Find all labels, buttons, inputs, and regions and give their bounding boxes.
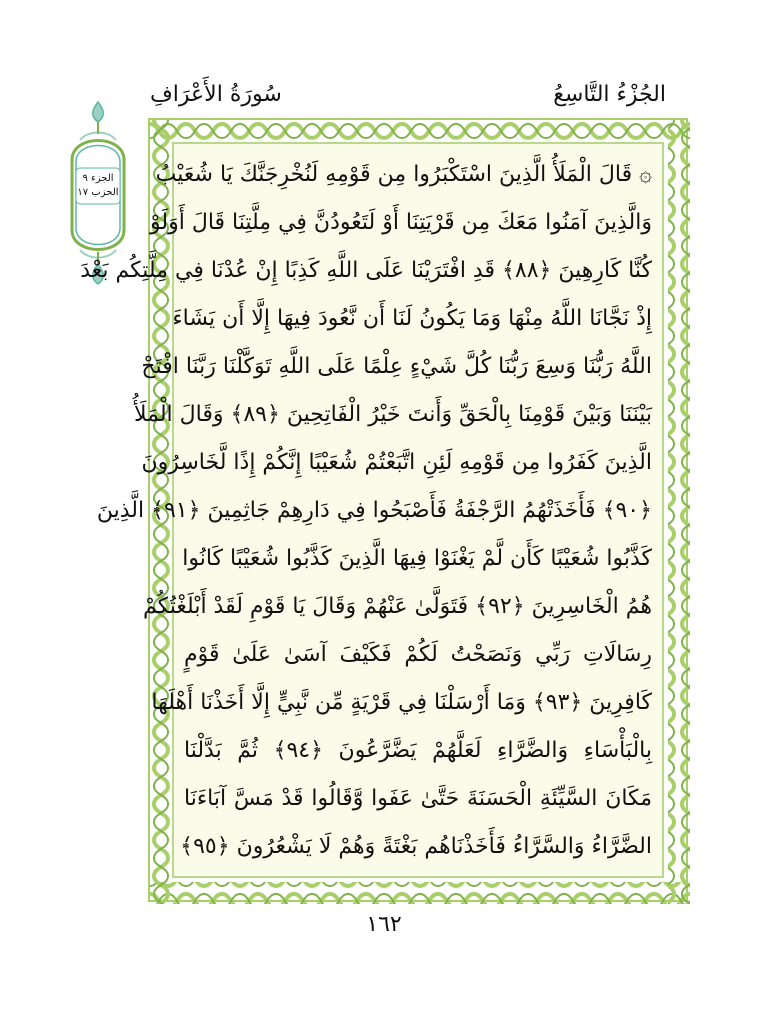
verse-line: وَالَّذِينَ آمَنُوا مَعَكَ مِن قَرْيَتِنَا أَوْ لَتَعُودُنَّ فِي مِلَّتِنَا قَالَ أَوَلَوْ <box>150 210 652 235</box>
verse-line: اللَّهُ رَبُّنَا وَسِعَ رَبُّنَا كُلَّ شَيْءٍ عِلْمًا عَلَى اللَّهِ تَوَكَّلْنَا رَبَّنَا افْتَحْ <box>141 354 652 379</box>
verse-line: مَكَانَ السَّيِّئَةِ الْحَسَنَةَ حَتَّىٰ عَفَوا وَّقَالُوا قَدْ مَسَّ آبَاءَنَا <box>184 786 652 811</box>
verse-line: ۞ قَالَ الْمَلَأُ الَّذِينَ اسْتَكْبَرُوا مِن قَوْمِهِ لَنُخْرِجَنَّكَ يَا شُعَيْبُ <box>155 162 652 187</box>
verse-line: هُمُ الْخَاسِرِينَ ﴿٩٢﴾ فَتَوَلَّىٰ عَنْهُمْ وَقَالَ يَا قَوْمِ لَقَدْ أَبْلَغْتُكُمْ <box>143 594 652 619</box>
juz-badge-juz: الجزء ٩ <box>82 173 114 184</box>
verse-line: كَذَّبُوا شُعَيْبًا كَأَن لَّمْ يَغْنَوْا فِيهَا الَّذِينَ كَذَّبُوا شُعَيْبًا كَانُوا <box>182 546 652 571</box>
juz-header: الجُزْءُ التَّاسِعُ <box>553 82 666 107</box>
verse-line: بَيْنَنَا وَبَيْنَ قَوْمِنَا بِالْحَقِّ وَأَنتَ خَيْرُ الْفَاتِحِينَ ﴿٨٩﴾ وَقَالَ الْمَلَأُ <box>133 402 652 427</box>
verse-line: الَّذِينَ كَفَرُوا مِن قَوْمِهِ لَئِنِ اتَّبَعْتُمْ شُعَيْبًا إِنَّكُمْ إِذًا لَّخَاسِرُونَ <box>141 450 652 475</box>
verse-line: بِالْبَأْسَاءِ وَالضَّرَّاءِ لَعَلَّهُمْ يَضَّرَّعُونَ ﴿٩٤﴾ ثُمَّ بَدَّلْنَا <box>184 738 653 763</box>
verse-line: رِسَالَاتِ رَبِّي وَنَصَحْتُ لَكُمْ فَكَيْفَ آسَىٰ عَلَىٰ قَوْمٍ <box>184 642 652 667</box>
verse-line: كَافِرِينَ ﴿٩٣﴾ وَمَا أَرْسَلْنَا فِي قَرْيَةٍ مِّن نَّبِيٍّ إِلَّا أَخَذْنَا أَهْلَهَا <box>151 690 652 715</box>
surah-header: سُورَةُ الأَعْرَافِ <box>150 82 282 107</box>
verse-line: كُنَّا كَارِهِينَ ﴿٨٨﴾ قَدِ افْتَرَيْنَا عَلَى اللَّهِ كَذِبًا إِنْ عُدْنَا فِي مِلَّتِكُم بَعْدَ <box>80 258 652 283</box>
verse-line: ﴿٩٠﴾ فَأَخَذَتْهُمُ الرَّجْفَةُ فَأَصْبَحُوا فِي دَارِهِمْ جَاثِمِينَ ﴿٩١﴾ الَّذِينَ <box>96 498 652 523</box>
juz-badge-hizb: الحزب ١٧ <box>77 187 119 198</box>
verse-line: الضَّرَّاءُ وَالسَّرَّاءُ فَأَخَذْنَاهُم بَغْتَةً وَهُمْ لَا يَشْعُرُونَ ﴿٩٥﴾ <box>180 834 652 859</box>
verse-line: إِذْ نَجَّانَا اللَّهُ مِنْهَا وَمَا يَكُونُ لَنَا أَن نَّعُودَ فِيهَا إِلَّا أَن يَشَاءَ <box>172 306 652 331</box>
page-number: ١٦٢ <box>366 912 402 937</box>
